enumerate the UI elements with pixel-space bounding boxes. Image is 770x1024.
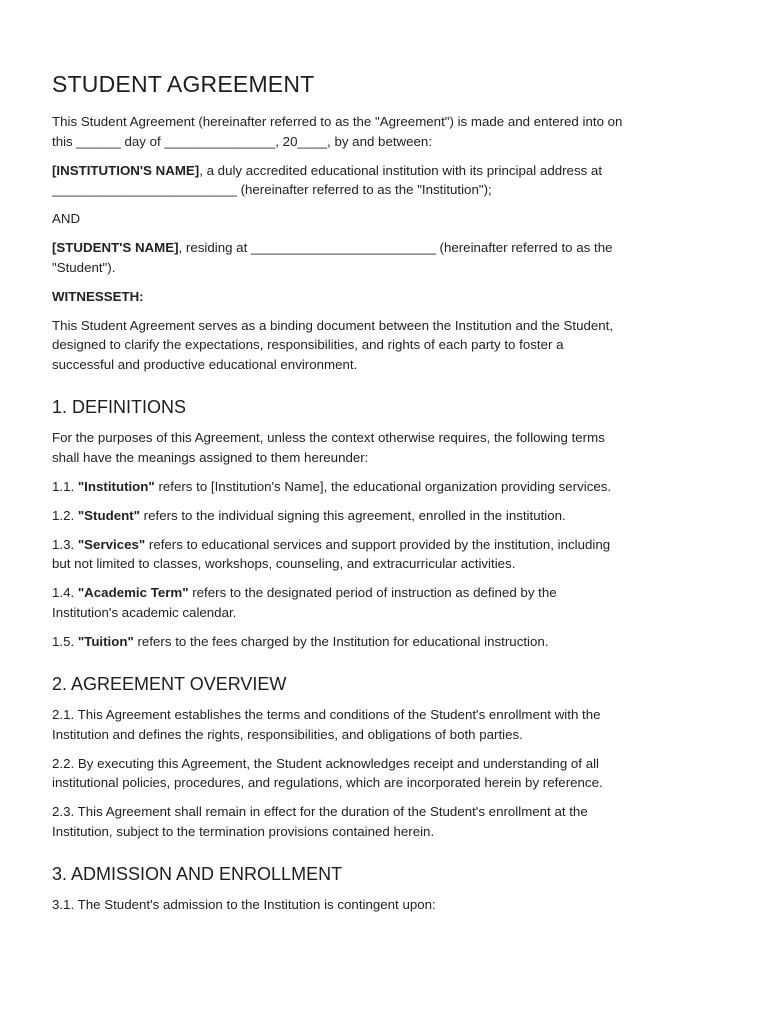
overview-line-2: Institution and defines the rights, responsibilities, and obligations of both parties. (52, 726, 523, 742)
definition-text: refers to the fees charged by the Institution for educational instruction. (133, 633, 549, 649)
definition-number: 1.3. (52, 536, 78, 552)
definition-text-cont: Institution's academic calendar. (52, 604, 237, 620)
intro-paragraph (52, 112, 720, 151)
document-body (52, 68, 720, 915)
intro-line-1: This Student Agreement (hereinafter referred to as the "Agreement") is made and entered into on (52, 114, 623, 129)
witnesseth-label (52, 287, 720, 307)
overview-line-2: Institution, subject to the termination provisions contained herein. (52, 823, 435, 839)
definition-item (52, 583, 720, 622)
definition-text: refers to the designated period of instruction as defined by the (188, 585, 557, 600)
and-label: AND (52, 211, 81, 226)
admission-item: 3.1. The Student's admission to the Institution is contingent upon: (52, 897, 436, 912)
definition-term: "Tuition" (77, 633, 134, 649)
definition-item (52, 477, 720, 497)
intro-line-2: this ______ day of _______________, 20____, by and between: (52, 133, 433, 149)
section-1-heading: 1. DEFINITIONS (52, 397, 187, 417)
definition-number: 1.2. (52, 507, 78, 523)
overview-item (52, 754, 720, 793)
institution-text-2: _________________________ (hereinafter referred to as the "Institution"); (52, 182, 492, 197)
definition-item (52, 535, 720, 574)
student-text-2: "Student"). (52, 259, 116, 275)
definition-term: "Student" (77, 507, 140, 523)
overview-item (52, 802, 720, 841)
overview-item (52, 705, 720, 744)
definition-text-cont: but not limited to classes, workshops, counseling, and extracurricular activities. (52, 556, 516, 571)
section-2-heading: 2. AGREEMENT OVERVIEW (52, 674, 287, 694)
definition-text: refers to the individual signing this agreement, enrolled in the institution. (139, 507, 566, 523)
section-1-intro (52, 428, 720, 467)
definition-number: 1.5. (52, 633, 78, 649)
section-3-heading: 3. ADMISSION AND ENROLLMENT (52, 864, 343, 884)
purpose-line-3: successful and productive educational environment. (52, 356, 358, 372)
institution-paragraph (52, 161, 720, 200)
student-name-placeholder: [STUDENT'S NAME] (52, 240, 179, 255)
definition-term: "Institution" (77, 478, 155, 494)
definition-text: refers to educational services and support provided by the institution, including (145, 536, 611, 552)
definition-term: "Academic Term" (77, 585, 189, 600)
section-1-intro-line-1: For the purposes of this Agreement, unless the context otherwise requires, the following terms (52, 430, 605, 445)
student-paragraph (52, 238, 720, 277)
definition-number: 1.1. (52, 478, 78, 494)
overview-line-1: 2.2. By executing this Agreement, the Student acknowledges receipt and understanding of all (52, 755, 600, 771)
student-text-1: , residing at _________________________ (hereinafter referred to as the (178, 240, 613, 255)
witnesseth-text: WITNESSETH: (52, 288, 144, 304)
definition-item (52, 632, 720, 652)
overview-line-1: 2.3. This Agreement shall remain in effect for the duration of the Student's enrollment at the (52, 804, 588, 819)
definition-number: 1.4. (52, 585, 78, 600)
overview-line-2: institutional policies, procedures, and regulations, which are incorporated herein by reference. (52, 775, 603, 790)
institution-name-placeholder: [INSTITUTION'S NAME] (52, 162, 200, 178)
document-title: STUDENT AGREEMENT (52, 71, 315, 97)
definition-item (52, 506, 720, 526)
purpose-line-1: This Student Agreement serves as a binding document between the Institution and the Student, (52, 317, 614, 333)
section-1-intro-line-2: shall have the meanings assigned to them hereunder: (52, 449, 369, 465)
purpose-line-2: designed to clarify the expectations, responsibilities, and rights of each party to foster a (52, 337, 564, 352)
definition-term: "Services" (77, 536, 146, 552)
overview-line-1: 2.1. This Agreement establishes the terms and conditions of the Student's enrollment with the (52, 707, 601, 722)
purpose-paragraph (52, 316, 720, 375)
definition-text: refers to [Institution's Name], the educational organization providing services. (154, 478, 612, 494)
institution-text-1: , a duly accredited educational institution with its principal address at (199, 162, 603, 178)
